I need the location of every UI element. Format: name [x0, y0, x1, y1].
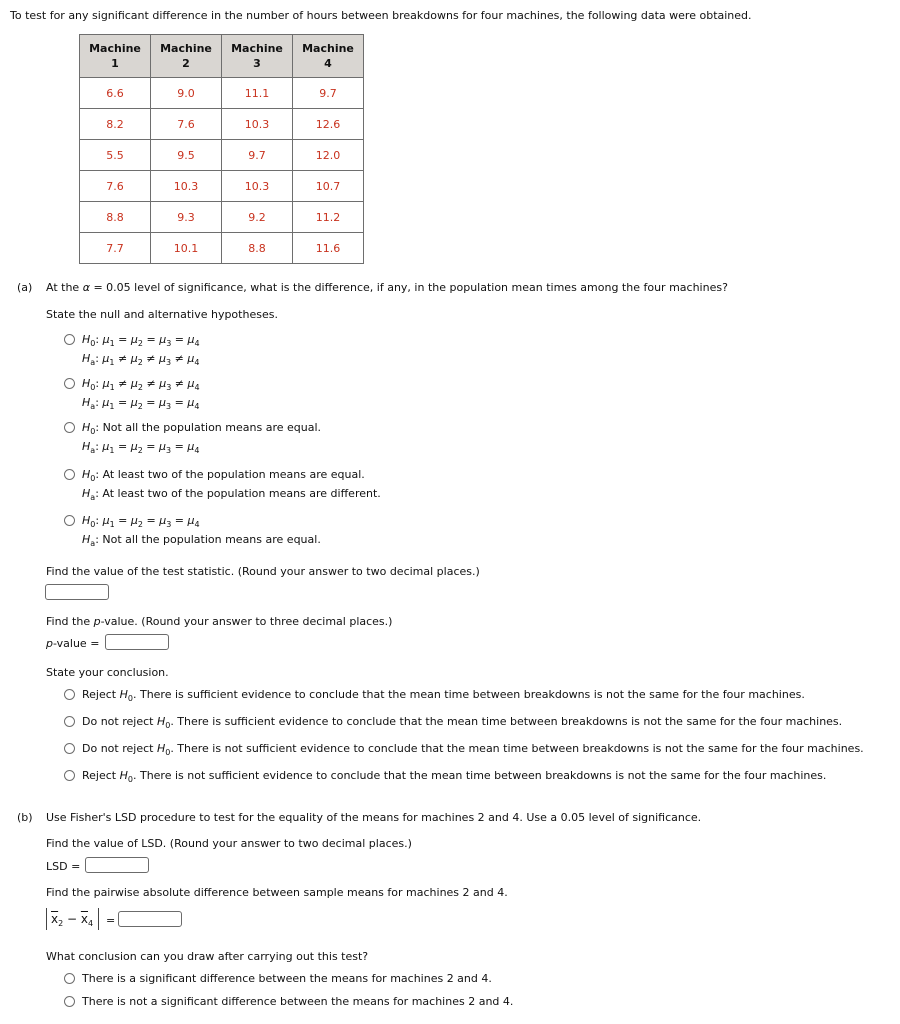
hypothesis-option-5-radio[interactable] — [64, 515, 75, 526]
table-header-machine-3: Machine 3 — [222, 35, 293, 78]
table-cell: 10.3 — [222, 109, 293, 140]
hypothesis-option-2-radio[interactable] — [64, 378, 75, 389]
table-row — [80, 109, 364, 140]
part-b-question: Use Fisher's LSD procedure to test for the equality of the means for machines 2 and 4. Use a 0.05 level of significance. — [46, 811, 702, 824]
hypothesis-option-3-ha: $H_a$: $\mu_1 = \mu_2 = \mu_3 = \mu_4$ — [82, 440, 200, 455]
table-cell: 8.8 — [80, 202, 151, 233]
table-cell: 7.6 — [80, 171, 151, 202]
table-cell: 10.7 — [293, 171, 364, 202]
test-stat-prompt: Find the value of the test statistic. (Round your answer to two decimal places.) — [46, 565, 480, 578]
hypothesis-option-5-ha: $H_a$: Not all the population means are equal. — [82, 533, 321, 548]
hypothesis-option-1-ha: $H_a$: $\mu_1 \ne \mu_2 \ne \mu_3 \ne \mu_4$ — [82, 352, 200, 367]
table-header-machine-2: Machine 2 — [151, 35, 222, 78]
conclusion-option-4-radio[interactable] — [64, 770, 75, 781]
part-a-label: (a) — [17, 281, 33, 294]
hypothesis-option-2-h0: $H_0$: $\mu_1 \ne \mu_2 \ne \mu_3 \ne \mu_4$ — [82, 377, 200, 392]
table-cell: 10.3 — [222, 171, 293, 202]
data-table — [79, 34, 364, 264]
table-row — [80, 202, 364, 233]
conclusion-option-2-radio[interactable] — [64, 716, 75, 727]
table-cell: 7.7 — [80, 233, 151, 264]
hypothesis-option-2-ha: $H_a$: $\mu_1 = \mu_2 = \mu_3 = \mu_4$ — [82, 396, 200, 411]
hypothesis-option-1-radio[interactable] — [64, 334, 75, 345]
lsd-conclusion-option-2-radio[interactable] — [64, 996, 75, 1007]
part-a-question: At the α = 0.05 level of significance, what is the difference, if any, in the population mean times among the four machines? — [46, 281, 728, 294]
table-cell: 10.3 — [151, 171, 222, 202]
test-stat-input[interactable] — [45, 584, 109, 600]
abs-bar-left — [46, 908, 47, 930]
hypothesis-option-4-h0: $H_0$: At least two of the population means are equal. — [82, 468, 365, 483]
table-cell: 11.2 — [293, 202, 364, 233]
table-cell: 10.1 — [151, 233, 222, 264]
hypothesis-option-3-h0: $H_0$: Not all the population means are equal. — [82, 421, 321, 436]
conclusion-option-4-label: Reject $H_0$. There is not sufficient evidence to conclude that the mean time between breakdowns is not the same for the four machines. — [82, 769, 827, 784]
table-cell: 9.5 — [151, 140, 222, 171]
conclusion-prompt: State your conclusion. — [46, 666, 169, 679]
table-cell: 6.6 — [80, 78, 151, 109]
table-row — [80, 140, 364, 171]
hypothesis-option-4-radio[interactable] — [64, 469, 75, 480]
table-cell: 9.0 — [151, 78, 222, 109]
hypotheses-prompt: State the null and alternative hypotheses. — [46, 308, 278, 321]
table-header-machine-4: Machine 4 — [293, 35, 364, 78]
conclusion-option-2-label: Do not reject $H_0$. There is sufficient evidence to conclude that the mean time between breakdowns is not the same for the four machines. — [82, 715, 843, 730]
table-cell: 9.7 — [222, 140, 293, 171]
table-cell: 8.2 — [80, 109, 151, 140]
lsd-prompt: Find the value of LSD. (Round your answer to two decimal places.) — [46, 837, 412, 850]
pvalue-input[interactable] — [105, 634, 169, 650]
pvalue-label: p-value = — [46, 637, 100, 650]
intro-text: To test for any significant difference in the number of hours between breakdowns for four machines, the following data were obtained. — [10, 9, 752, 22]
pvalue-prompt: Find the p-value. (Round your answer to three decimal places.) — [46, 615, 393, 628]
diff-equals: = — [106, 914, 116, 927]
lsd-label: LSD = — [46, 860, 81, 873]
table-cell: 9.7 — [293, 78, 364, 109]
lsd-conclusion-option-2-label: There is not a significant difference between the means for machines 2 and 4. — [82, 995, 514, 1008]
table-row — [80, 233, 364, 264]
hypothesis-option-5-h0: $H_0$: $\mu_1 = \mu_2 = \mu_3 = \mu_4$ — [82, 514, 200, 529]
diff-prompt: Find the pairwise absolute difference between sample means for machines 2 and 4. — [46, 886, 508, 899]
hypothesis-option-4-ha: $H_a$: At least two of the population means are different. — [82, 487, 381, 502]
table-row — [80, 171, 364, 202]
table-cell: 7.6 — [151, 109, 222, 140]
table-cell: 11.1 — [222, 78, 293, 109]
hypothesis-option-1-h0: $H_0$: $\mu_1 = \mu_2 = \mu_3 = \mu_4$ — [82, 333, 200, 348]
conclusion-option-1-radio[interactable] — [64, 689, 75, 700]
part-b-label: (b) — [17, 811, 33, 824]
table-cell: 9.2 — [222, 202, 293, 233]
table-row — [80, 78, 364, 109]
conclusion-option-3-label: Do not reject $H_0$. There is not sufficient evidence to conclude that the mean time between breakdowns is not the same for the four machines. — [82, 742, 864, 757]
table-cell: 11.6 — [293, 233, 364, 264]
table-cell: 5.5 — [80, 140, 151, 171]
b-conclusion-prompt: What conclusion can you draw after carrying out this test? — [46, 950, 369, 963]
table-cell: 8.8 — [222, 233, 293, 264]
conclusion-option-1-label: Reject $H_0$. There is sufficient evidence to conclude that the mean time between breakdowns is not the same for the four machines. — [82, 688, 805, 703]
table-header-machine-1: Machine 1 — [80, 35, 151, 78]
lsd-conclusion-option-1-label: There is a significant difference between the means for machines 2 and 4. — [82, 972, 492, 985]
diff-expression: $\overline{x}_2 - \overline{x}_4$ — [51, 912, 94, 928]
hypothesis-option-3-radio[interactable] — [64, 422, 75, 433]
table-cell: 12.0 — [293, 140, 364, 171]
abs-bar-right — [98, 908, 99, 930]
table-cell: 9.3 — [151, 202, 222, 233]
conclusion-option-3-radio[interactable] — [64, 743, 75, 754]
lsd-conclusion-option-1-radio[interactable] — [64, 973, 75, 984]
diff-input[interactable] — [118, 911, 182, 927]
lsd-input[interactable] — [85, 857, 149, 873]
table-cell: 12.6 — [293, 109, 364, 140]
